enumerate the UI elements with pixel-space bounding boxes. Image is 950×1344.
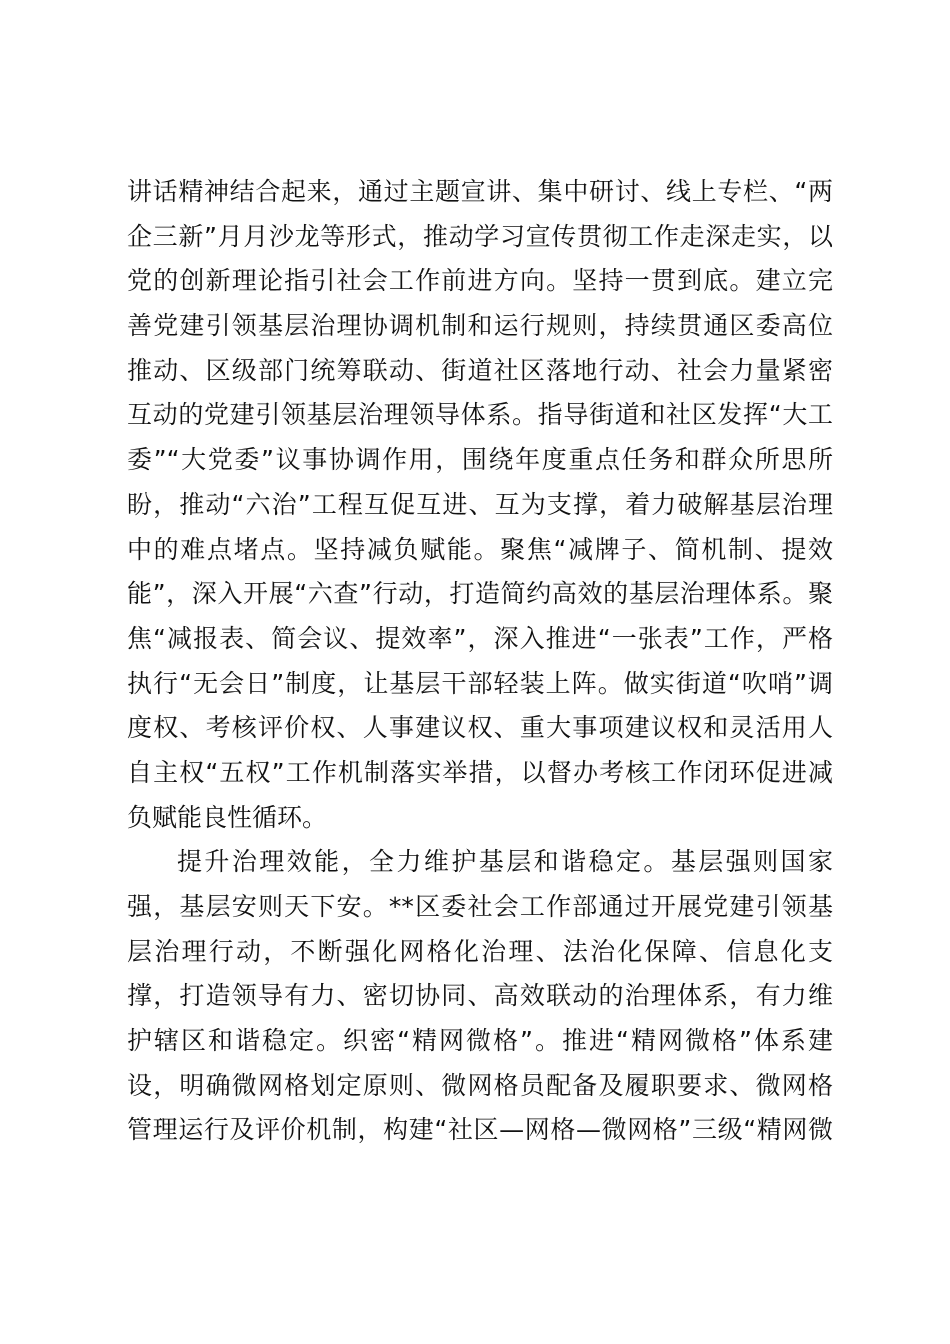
text-line: 护辖区和谐稳定。织密“精网微格”。推进“精网微格”体系建: [127, 1026, 833, 1056]
text-line: 层治理行动，不断强化网格化治理、法治化保障、信息化支: [127, 936, 833, 966]
text-line: 自主权“五权”工作机制落实举措，以督办考核工作闭环促进减: [127, 757, 833, 787]
text-line: 撑，打造领导有力、密切协同、高效联动的治理体系，有力维: [127, 981, 833, 1011]
paragraph-2: [127, 840, 833, 1153]
text-line: 党的创新理论指引社会工作前进方向。坚持一贯到底。建立完: [127, 266, 833, 296]
text-line: 度权、考核评价权、人事建议权、重大事项建议权和灵活用人: [127, 713, 833, 743]
text-line: 讲话精神结合起来，通过主题宣讲、集中研讨、线上专栏、“两: [127, 177, 833, 206]
text-line: 提升治理效能，全力维护基层和谐稳定。基层强则国家: [177, 847, 833, 877]
text-line: 盼，推动“六治”工程互促互进、互为支撑，着力破解基层治理: [127, 489, 833, 519]
text-line: 推动、区级部门统筹联动、街道社区落地行动、社会力量紧密: [127, 355, 833, 385]
text-line: 执行“无会日”制度，让基层干部轻装上阵。做实街道“吹哨”调: [127, 668, 833, 698]
paragraph-1: [127, 170, 833, 840]
text-line: 能”，深入开展“六查”行动，打造简约高效的基层治理体系。聚: [127, 579, 833, 609]
text-line: 互动的党建引领基层治理领导体系。指导街道和社区发挥“大工: [127, 400, 833, 430]
text-line: 强，基层安则天下安。**区委社会工作部通过开展党建引领基: [127, 892, 833, 921]
body-text: [127, 170, 833, 1153]
text-line: 设，明确微网格划定原则、微网格员配备及履职要求、微网格: [127, 1070, 833, 1100]
text-line: 焦“减报表、简会议、提效率”，深入推进“一张表”工作，严格: [127, 623, 833, 653]
text-line: 企三新”月月沙龙等形式，推动学习宣传贯彻工作走深走实，以: [127, 221, 833, 251]
text-line: 中的难点堵点。坚持减负赋能。聚焦“减牌子、简机制、提效: [127, 534, 833, 564]
text-line: 负赋能良性循环。: [127, 802, 328, 832]
text-line: 委”“大党委”议事协调作用，围绕年度重点任务和群众所思所: [127, 445, 833, 475]
text-line: 管理运行及评价机制，构建“社区—网格—微网格”三级“精网微: [127, 1115, 833, 1145]
text-line: 善党建引领基层治理协调机制和运行规则，持续贯通区委高位: [127, 311, 833, 341]
